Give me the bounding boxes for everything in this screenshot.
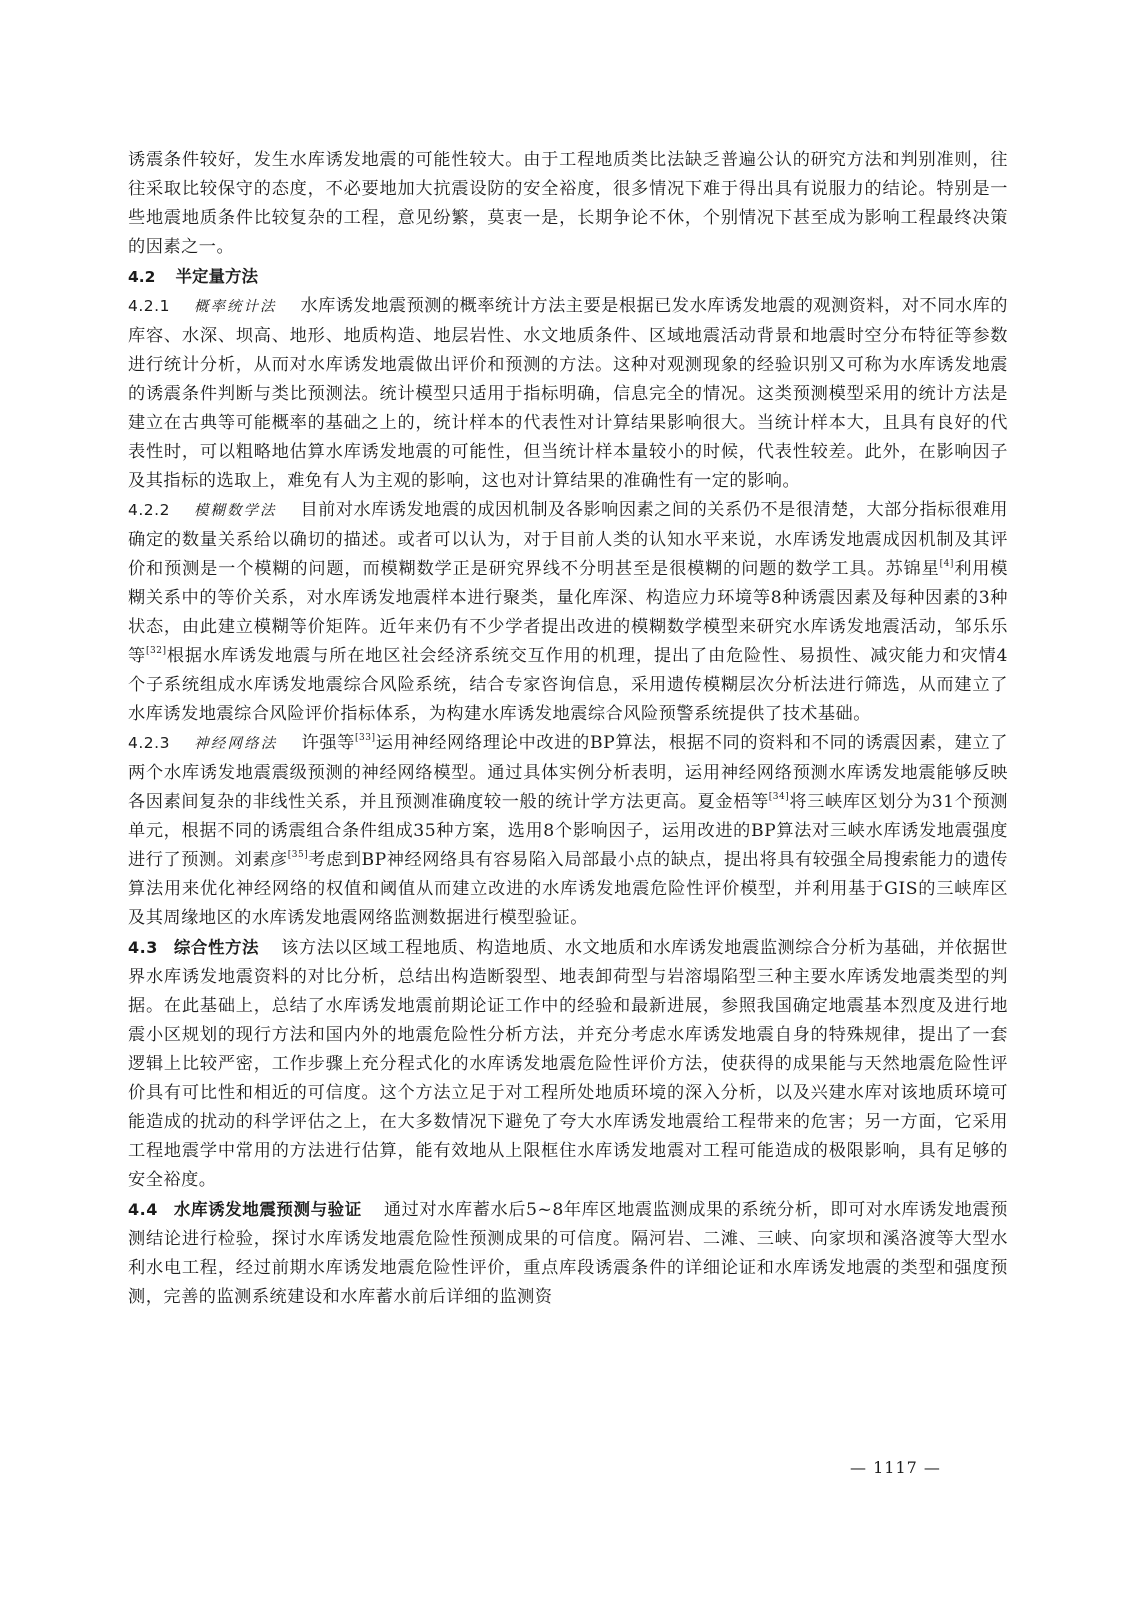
page-body	[128, 146, 1008, 1312]
continued-paragraph	[128, 146, 1008, 262]
paragraph-text: 该方法以区域工程地质、构造地质、水文地质和水库诱发地震监测综合分析为基础，并依据世界水库诱发地震资料的对比分析，总结出构造断裂型、地表卸荷型与岩溶塌陷型三种主要水库诱发地震类型的判据。在此基础上，总结了水库诱发地震前期论证工作中的经验和最新进展，参照我国确定地震基本烈度及进行地震小区规划的现行方法和国内外的地震危险性分析方法，并充分考虑水库诱发地震自身的特殊规律，提出了一套逻辑上比较严密，工作步骤上充分程式化的水库诱发地震危险性评价方法，使获得的成果能与天然地震危险性评价具有可比性和相近的可信度。这个方法立足于对工程所处地质环境的深入分析，以及兴建水库对该地质环境可能造成的扰动的科学评估之上，在大多数情况下避免了夸大水库诱发地震给工程带来的危害；另一方面，它采用工程地震学中常用的方法进行估算，能有效地从上限框住水库诱发地震对工程可能造成的极限影响，具有足够的安全裕度。	[128, 938, 1008, 1190]
subsection-label: 模糊数学法	[193, 503, 277, 519]
citation: [35]	[287, 850, 309, 860]
subsection-4-2-1	[128, 292, 1008, 496]
paragraph-text: 诱震条件较好，发生水库诱发地震的可能性较大。由于工程地质类比法缺乏普遍公认的研究方法和判别准则，往往采取比较保守的态度，不必要地加大抗震设防的安全裕度，很多情况下难于得出具有说服力的结论。特别是一些地震地质条件比较复杂的工程，意见纷繁，莫衷一是，长期争论不休，个别情况下甚至成为影响工程最终决策的因素之一。	[128, 150, 1008, 257]
paragraph-text: 考虑到BP神经网络具有容易陷入局部最小点的缺点，提出将具有较强全局搜索能力的遗传算法用来优化神经网络的权值和阈值从而建立改进的水库诱发地震危险性评价模型，并利用基于GIS的三峡库区及其周缘地区的水库诱发地震网络监测数据进行模型验证。	[128, 850, 1008, 928]
section-heading-4-3: 4.3 综合性方法	[128, 938, 260, 957]
section-4-4	[128, 1195, 1008, 1312]
subsection-4-2-2	[128, 496, 1008, 729]
subsection-number: 4.2.1	[128, 297, 170, 315]
citation: [34]	[768, 792, 790, 802]
paragraph-text: 目前对水库诱发地震的成因机制及各影响因素之间的关系仍不是很清楚，大部分指标很难用确定的数量关系给以确切的描述。或者可以认为，对于目前人类的认知水平来说，水库诱发地震成因机制及其评价和预测是一个模糊的问题，而模糊数学正是研究界线不分明甚至是很模糊的问题的数学工具。苏锦星	[128, 500, 1008, 579]
paragraph-text: 水库诱发地震预测的概率统计方法主要是根据已发水库诱发地震的观测资料，对不同水库的库容、水深、坝高、地形、地质构造、地层岩性、水文地质条件、区域地震活动背景和地震时空分布特征等参数进行统计分析，从而对水库诱发地震做出评价和预测的方法。这种对观测现象的经验识别又可称为水库诱发地震的诱震条件判断与类比预测法。统计模型只适用于指标明确，信息完全的情况。这类预测模型采用的统计方法是建立在古典等可能概率的基础之上的，统计样本的代表性对计算结果影响很大。当统计样本大，且具有良好的代表性时，可以粗略地估算水库诱发地震的可能性，但当统计样本量较小的时候，代表性较差。此外，在影响因子及其指标的选取上，难免有人为主观的影响，这也对计算结果的准确性有一定的影响。	[128, 296, 1008, 491]
citation: [4]	[939, 559, 954, 569]
subsection-number: 4.2.3	[128, 734, 170, 752]
subsection-4-2-3	[128, 729, 1008, 933]
paragraph-text: 通过对水库蓄水后5~8年库区地震监测成果的系统分析，即可对水库诱发地震预测结论进行检验，探讨水库诱发地震危险性预测成果的可信度。隔河岩、二滩、三峡、向家坝和溪洛渡等大型水利水电工程，经过前期水库诱发地震危险性评价，重点库段诱震条件的详细论证和水库诱发地震的类型和强度预测，完善的监测系统建设和水库蓄水前后详细的监测资	[128, 1200, 1008, 1307]
paragraph-text: 将三峡库区划分为31个预测单元，根据不同的诱震组合条件组成35种方案，选用8个影响因子，运用改进的BP算法对三峡水库诱发地震强度进行了预测。刘素彦	[128, 792, 1008, 870]
section-number: 4.2	[128, 268, 156, 286]
citation: [33]	[355, 733, 376, 743]
section-4-3	[128, 933, 1008, 1195]
subsection-label: 概率统计法	[193, 299, 277, 315]
subsection-label: 神经网络法	[193, 736, 278, 752]
paragraph-text: 利用模糊关系中的等价关系，对水库诱发地震样本进行聚类，量化库深、构造应力环境等8种诱震因素及每种因素的3种状态，由此建立模糊等价矩阵。近年来仍有不少学者提出改进的模糊数学模型来研究水库诱发地震活动，邹乐乐等	[128, 559, 1008, 666]
section-title: 半定量方法	[175, 267, 258, 286]
citation: [32]	[146, 646, 167, 656]
section-heading-4-4: 4.4 水库诱发地震预测与验证	[128, 1200, 362, 1219]
paragraph-text: 运用神经网络理论中改进的BP算法，根据不同的资料和不同的诱震因素，建立了两个水库诱发地震震级预测的神经网络模型。通过具体实例分析表明，运用神经网络预测水库诱发地震能够反映各因素间复杂的非线性关系，并且预测准确度较一般的统计学方法更高。夏金梧等	[128, 733, 1008, 812]
paragraph-text: 许强等	[301, 733, 356, 753]
page-number: — 1117 —	[850, 1458, 941, 1477]
subsection-number: 4.2.2	[128, 501, 170, 519]
section-heading-4-2	[128, 262, 1008, 292]
paragraph-text: 根据水库诱发地震与所在地区社会经济系统交互作用的机理，提出了由危险性、易损性、减灾能力和灾情4个子系统组成水库诱发地震综合风险系统，结合专家咨询信息，采用遗传模糊层次分析法进行筛选，从而建立了水库诱发地震综合风险评价指标体系，为构建水库诱发地震综合风险预警系统提供了技术基础。	[128, 646, 1008, 724]
